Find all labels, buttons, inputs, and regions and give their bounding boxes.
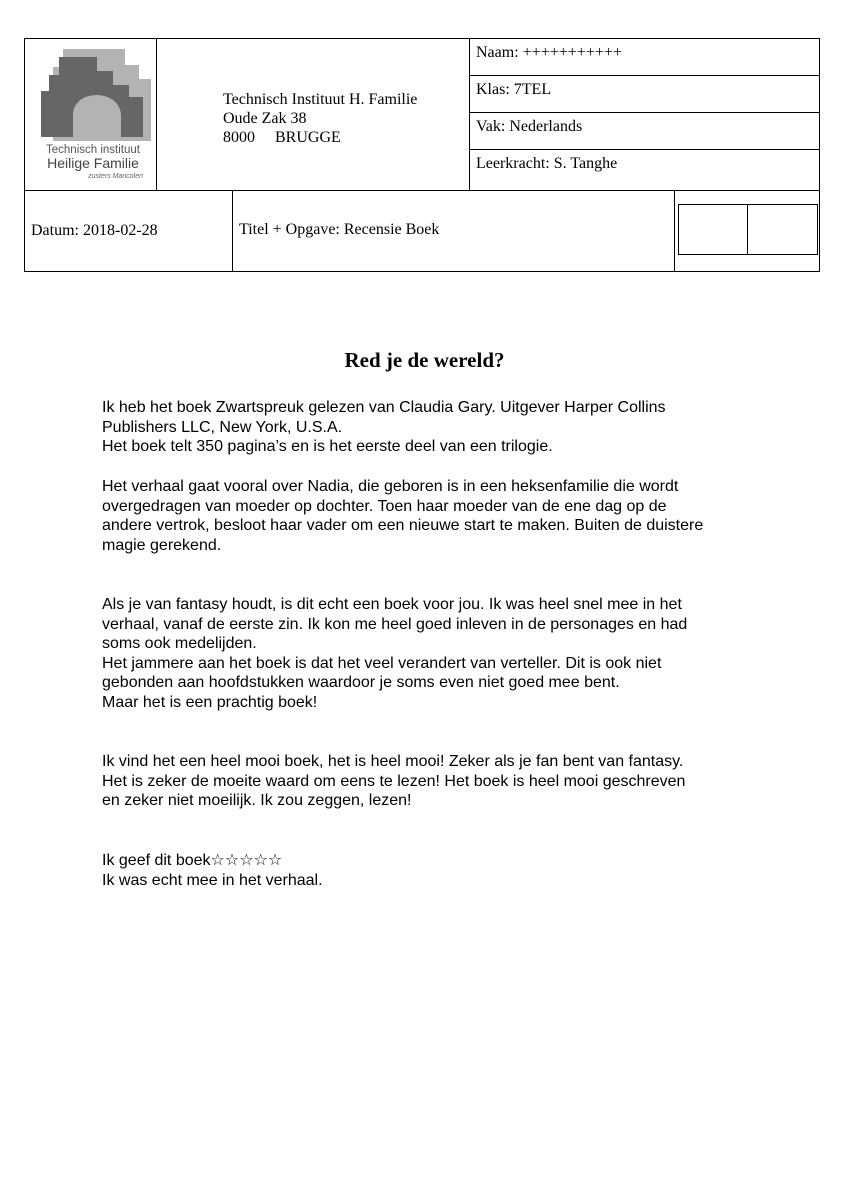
school-address: [157, 39, 470, 191]
text-line: Als je van fantasy houdt, is dit echt een boek voor jou. Ik was heel snel mee in het: [102, 596, 682, 613]
document-title: Red je de wereld?: [344, 348, 505, 372]
text-line: Ik vind het een heel mooi boek, het is heel mooi! Zeker als je fan bent van fantasy.: [102, 753, 684, 770]
logo-line1: Technisch instituut: [46, 144, 140, 156]
header-table: [24, 38, 819, 271]
text-line: soms ook medelijden.: [102, 635, 257, 653]
info-klas: Klas: 7TEL: [470, 76, 819, 113]
logo-line2: Heilige Familie: [47, 155, 139, 171]
text-line: Maar het is een prachtig boek!: [102, 693, 318, 711]
text-line: Ik heb het boek Zwartspreuk gelezen van Claudia Gary. Uitgever Harper Collins: [102, 399, 666, 416]
assignment-title: Titel + Opgave: Recensie Boek: [239, 221, 440, 238]
school-logo: [35, 45, 151, 181]
info-naam: Naam: +++++++++++: [470, 39, 819, 76]
text-line: verhaal, vanaf de eerste zin. Ik kon me heel goed inleven in de personages en had: [102, 615, 688, 633]
info-leerkracht: Leerkracht: S. Tanghe: [476, 155, 618, 172]
score-box-2: [748, 204, 818, 255]
address-line3: 8000 BRUGGE: [223, 129, 341, 146]
text-line: Het jammere aan het boek is dat het veel verandert van verteller. Dit is ook niet: [102, 654, 662, 672]
address-line2: Oude Zak 38: [223, 110, 307, 127]
paragraph-intro: [102, 398, 782, 457]
text-line: magie gerekend.: [102, 536, 222, 554]
text-line: andere vertrok, besloot haar vader om een nieuwe start te maken. Buiten de duistere: [102, 517, 704, 535]
text-line: gebonden aan hoofdstukken waardoor je soms even niet goed mee bent.: [102, 674, 620, 692]
student-info: [470, 39, 820, 191]
rating-line: Ik geef dit boek☆☆☆☆☆: [102, 852, 283, 869]
paragraph-opinion: [102, 595, 782, 713]
text-line: Ik was echt mee in het verhaal.: [102, 871, 323, 889]
text-line: overgedragen van moeder op dochter. Toen haar moeder van de ene dag op de: [102, 497, 667, 515]
text-line: Het boek telt 350 pagina’s en is het eerste deel van een trilogie.: [102, 438, 553, 456]
paragraph-conclusion: [102, 752, 782, 811]
logo-line3: zusters Maricolen: [88, 173, 143, 180]
date-text: Datum: 2018-02-28: [31, 222, 158, 239]
info-vak: Vak: Nederlands: [470, 113, 819, 150]
paragraph-rating: [102, 851, 782, 890]
text-line: Het verhaal gaat vooral over Nadia, die geboren is in een heksenfamilie die wordt: [102, 478, 679, 495]
address-line1: Technisch Instituut H. Familie: [223, 91, 418, 108]
title-cell: [233, 191, 675, 272]
logo-cell: [25, 39, 157, 191]
text-line: Het is zeker de moeite waard om eens te lezen! Het boek is heel mooi geschreven: [102, 772, 686, 790]
date-cell: [25, 191, 233, 272]
text-line: Publishers LLC, New York, U.S.A.: [102, 418, 343, 436]
score-box-1: [678, 204, 748, 255]
paragraph-story: [102, 477, 782, 555]
text-line: en zeker niet moeilijk. Ik zou zeggen, lezen!: [102, 792, 412, 810]
score-cell: [675, 191, 820, 272]
score-boxes: [678, 204, 818, 255]
